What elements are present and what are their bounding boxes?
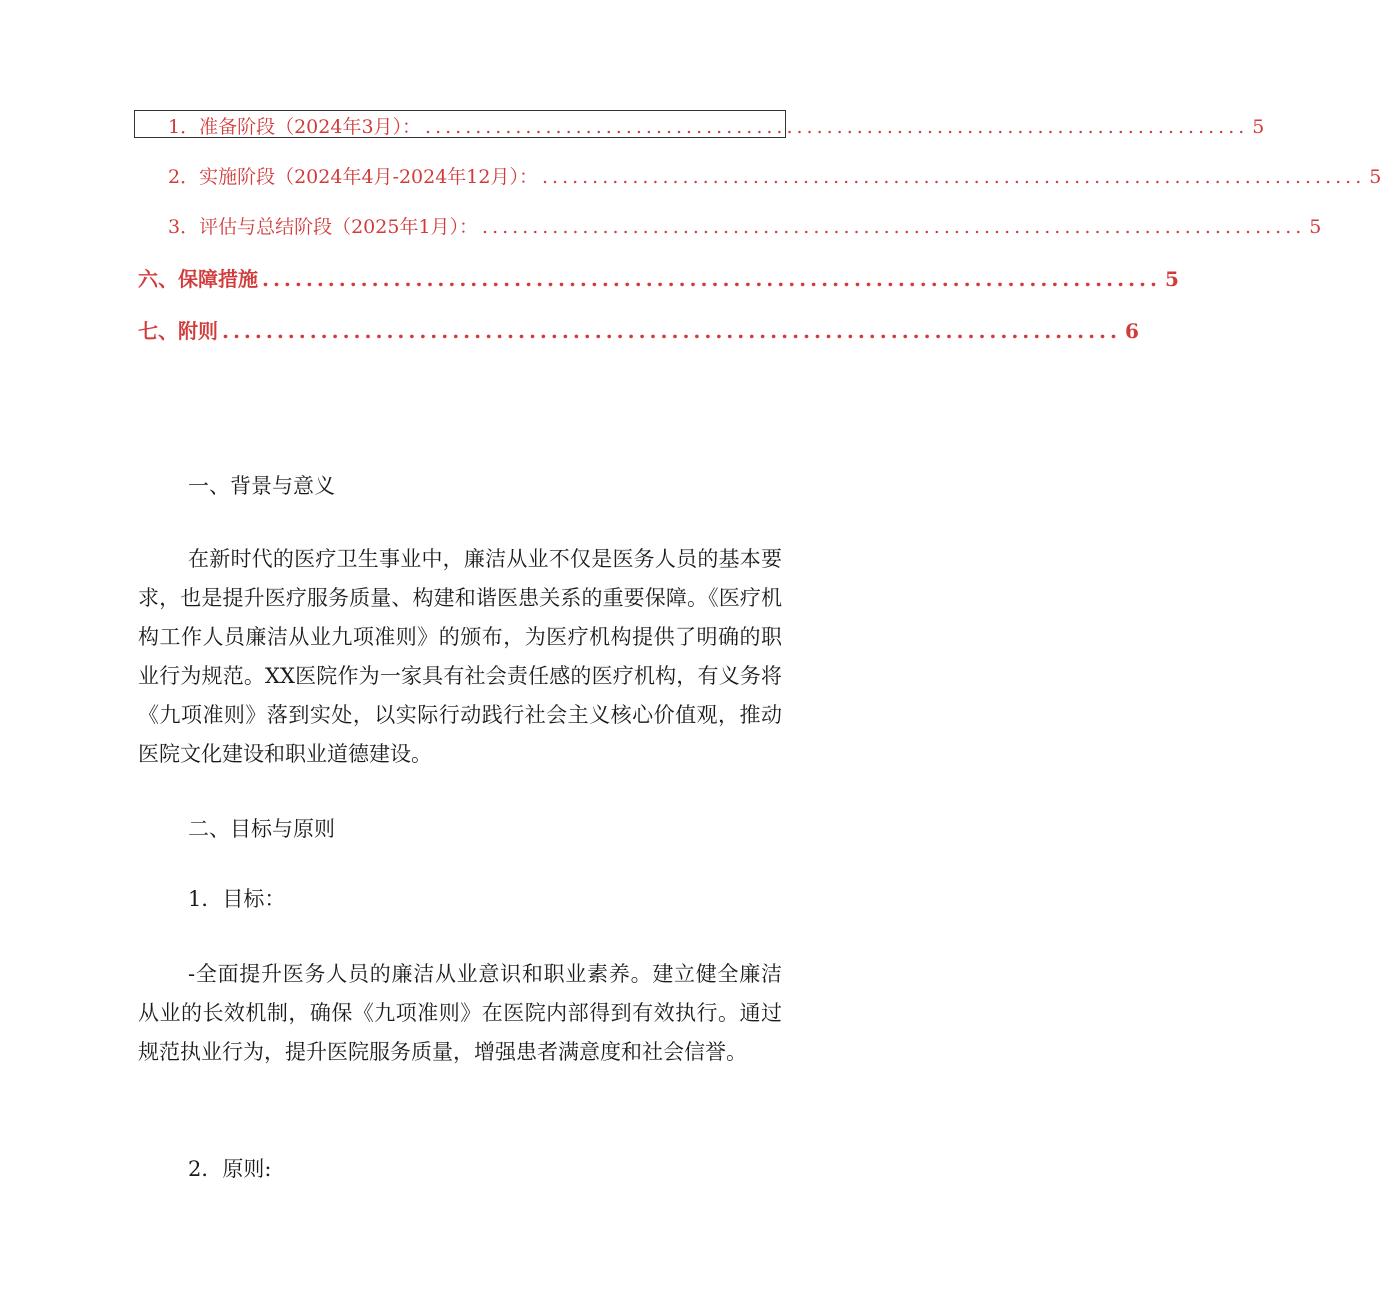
- toc-entry-1[interactable]: [168, 112, 1265, 139]
- toc-leader-dots: ..................................................................................: [482, 216, 1306, 238]
- toc-page-number: 5: [1369, 166, 1381, 188]
- toc-entry-label: 七、附则: [138, 319, 218, 343]
- goal-heading: 1．目标：: [188, 887, 286, 911]
- toc-entry-5[interactable]: [138, 315, 1139, 344]
- toc-leader-dots: ..................................................................................: [222, 319, 1121, 343]
- toc-page-number: 5: [1252, 116, 1265, 138]
- section-1-paragraph: 在新时代的医疗卫生事业中，廉洁从业不仅是医务人员的基本要求，也是提升医疗服务质量、构建和谐医患关系的重要保障。《医疗机构工作人员廉洁从业九项准则》的颁布，为医疗机构提供了明确的职业行为规范。XX医院作为一家具有社会责任感的医疗机构，有义务将《九项准则》落到实处，以实际行动践行社会主义核心价值观，推动医院文化建设和职业道德建设。: [138, 547, 782, 766]
- toc-page-number: 5: [1164, 267, 1179, 291]
- goal-paragraph: -全面提升医务人员的廉洁从业意识和职业素养。建立健全廉洁从业的长效机制，确保《九项准则》在医院内部得到有效执行。通过规范执业行为，提升医院服务质量，增强患者满意度和社会信誉。: [138, 962, 782, 1064]
- toc-entry-label: 2．实施阶段（2024年4月-2024年12月）：: [168, 166, 538, 188]
- principle-heading: 2．原则:: [188, 1157, 272, 1181]
- toc-entry-4[interactable]: [138, 263, 1179, 292]
- toc-entry-3[interactable]: [168, 212, 1322, 239]
- toc-leader-dots: ..................................................................................: [541, 166, 1366, 188]
- toc-leader-dots: ..................................................................................: [425, 116, 1249, 138]
- section-2-heading: 二、目标与原则: [188, 817, 335, 841]
- toc-entry-label: 六、保障措施: [138, 267, 258, 291]
- toc-leader-dots: ..................................................................................: [262, 267, 1161, 291]
- toc-entry-2[interactable]: [168, 162, 1381, 189]
- toc-entry-label: 1．准备阶段（2024年3月）：: [168, 116, 422, 138]
- toc-page-number: 5: [1309, 216, 1322, 238]
- toc-page-number: 6: [1124, 319, 1139, 343]
- toc-entry-label: 3．评估与总结阶段（2025年1月）：: [168, 216, 479, 238]
- section-1-heading: 一、背景与意义: [188, 474, 335, 498]
